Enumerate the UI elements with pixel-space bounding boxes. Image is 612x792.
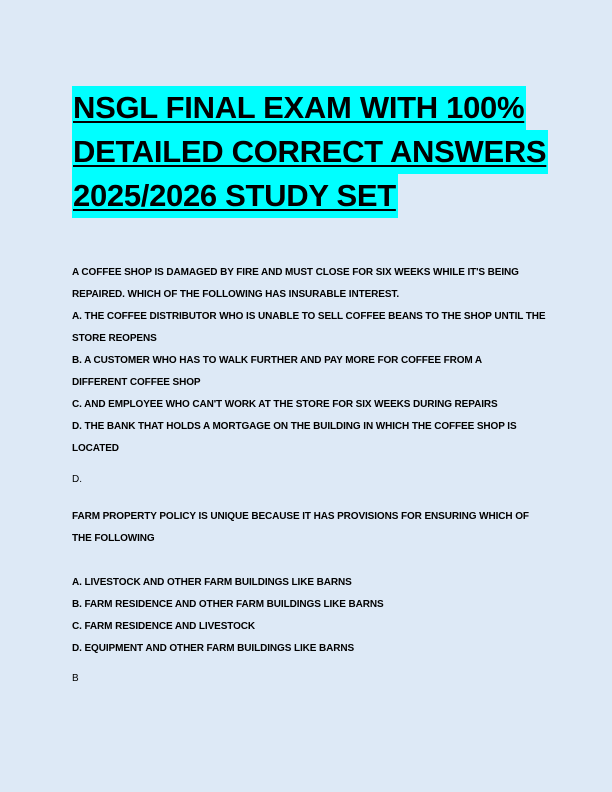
question-1-option-a: A. THE COFFEE DISTRIBUTOR WHO IS UNABLE TO SELL COFFEE BEANS TO THE SHOP UNTIL THE (72, 311, 546, 322)
question-2-option-b: B. FARM RESIDENCE AND OTHER FARM BUILDINGS LIKE BARNS (72, 599, 384, 610)
question-1-option-b-cont: DIFFERENT COFFEE SHOP (72, 377, 201, 388)
question-1 (72, 262, 552, 460)
title-line-2: DETAILED CORRECT ANSWERS (72, 130, 548, 174)
question-1-option-a-cont: STORE REOPENS (72, 333, 157, 344)
question-2-answer: B (72, 673, 79, 684)
title-line-1: NSGL FINAL EXAM WITH 100% (72, 86, 526, 130)
spacer (72, 550, 552, 572)
question-1-text-line-1: A COFFEE SHOP IS DAMAGED BY FIRE AND MUST CLOSE FOR SIX WEEKS WHILE IT'S BEING (72, 267, 519, 278)
question-1-text-line-2: REPAIRED. WHICH OF THE FOLLOWING HAS INSURABLE INTEREST. (72, 289, 399, 300)
question-1-option-d-cont: LOCATED (72, 443, 119, 454)
question-2-text-line-1: FARM PROPERTY POLICY IS UNIQUE BECAUSE IT HAS PROVISIONS FOR ENSURING WHICH OF (72, 511, 529, 522)
question-1-answer: D. (72, 474, 82, 485)
question-1-option-c: C. AND EMPLOYEE WHO CAN'T WORK AT THE STORE FOR SIX WEEKS DURING REPAIRS (72, 399, 498, 410)
title-line-3: 2025/2026 STUDY SET (72, 174, 398, 218)
question-1-option-d: D. THE BANK THAT HOLDS A MORTGAGE ON THE BUILDING IN WHICH THE COFFEE SHOP IS (72, 421, 517, 432)
question-2 (72, 506, 552, 660)
document-title (72, 86, 552, 218)
question-1-option-b: B. A CUSTOMER WHO HAS TO WALK FURTHER AND PAY MORE FOR COFFEE FROM A (72, 355, 483, 366)
question-2-option-c: C. FARM RESIDENCE AND LIVESTOCK (72, 621, 256, 632)
question-2-option-d: D. EQUIPMENT AND OTHER FARM BUILDINGS LIKE BARNS (72, 643, 355, 654)
question-2-option-a: A. LIVESTOCK AND OTHER FARM BUILDINGS LIKE BARNS (72, 577, 352, 588)
question-2-text-line-2: THE FOLLOWING (72, 533, 155, 544)
